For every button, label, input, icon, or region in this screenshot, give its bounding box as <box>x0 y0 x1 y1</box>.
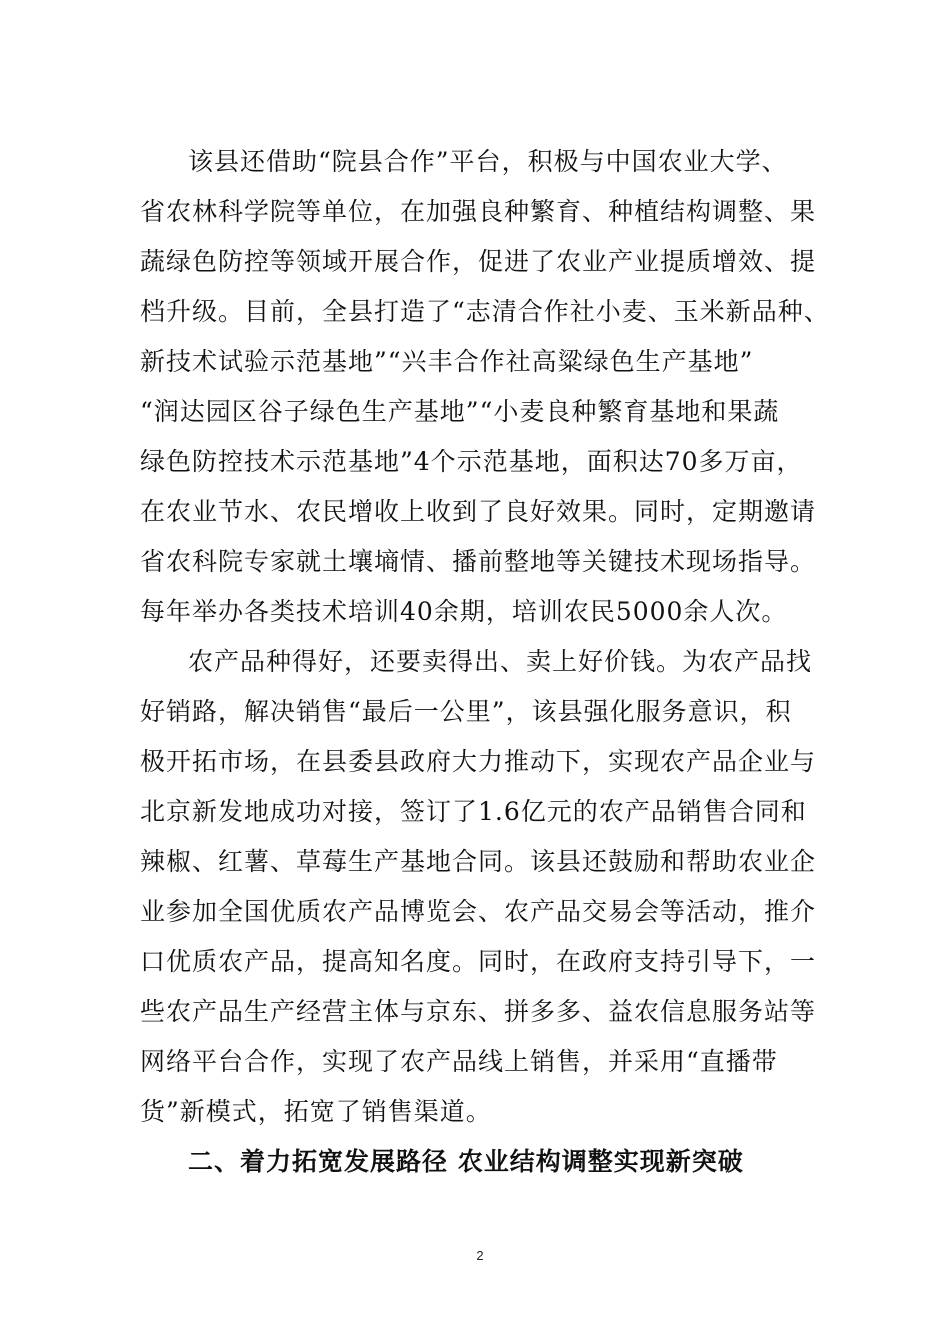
paragraph-2-line-5: 辣椒、红薯、草莓生产基地合同。该县还鼓励和帮助农业企 <box>140 847 817 876</box>
paragraph-1-line-5: 新技术试验示范基地”“兴丰合作社高粱绿色生产基地” <box>140 347 754 376</box>
paragraph-2-line-6: 业参加全国优质农产品博览会、农产品交易会等活动，推介 <box>140 897 817 926</box>
paragraph-1-line-4: 档升级。目前，全县打造了“志清合作社小麦、玉米新品种、 <box>140 297 830 326</box>
paragraph-2-line-4: 北京新发地成功对接，签订了1.6亿元的农产品销售合同和 <box>140 797 807 826</box>
paragraph-2-line-7: 口优质农产品，提高知名度。同时，在政府支持引导下，一 <box>140 947 817 976</box>
paragraph-2-line-10: 货”新模式，拓宽了销售渠道。 <box>140 1097 492 1126</box>
paragraph-1-line-10: 每年举办各类技术培训40余期，培训农民5000余人次。 <box>140 597 788 626</box>
paragraph-1-line-9: 省农科院专家就土壤墒情、播前整地等关键技术现场指导。 <box>140 547 817 576</box>
paragraph-2-line-8: 些农产品生产经营主体与京东、拼多多、益农信息服务站等 <box>140 997 817 1026</box>
paragraph-2-line-2: 好销路，解决销售“最后一公里”，该县强化服务意识，积 <box>140 697 792 726</box>
page-number: 2 <box>476 1248 484 1263</box>
paragraph-1-line-7: 绿色防控技术示范基地”4个示范基地，面积达70多万亩， <box>140 447 803 476</box>
paragraph-1-line-6: “润达园区谷子绿色生产基地”“小麦良种繁育基地和果蔬 <box>140 397 780 426</box>
paragraph-2-line-1: 农产品种得好，还要卖得出、卖上好价钱。为农产品找 <box>188 647 813 676</box>
paragraph-1-line-2: 省农林科学院等单位，在加强良种繁育、种植结构调整、果 <box>140 197 817 226</box>
section-heading: 二、着力拓宽发展路径 农业结构调整实现新突破 <box>188 1147 744 1176</box>
paragraph-2-line-3: 极开拓市场，在县委县政府大力推动下，实现农产品企业与 <box>140 747 817 776</box>
paragraph-2-line-9: 网络平台合作，实现了农产品线上销售，并采用“直播带 <box>140 1047 778 1076</box>
paragraph-1-line-8: 在农业节水、农民增收上收到了良好效果。同时，定期邀请 <box>140 497 817 526</box>
paragraph-1-line-3: 蔬绿色防控等领域开展合作，促进了农业产业提质增效、提 <box>140 247 817 276</box>
paragraph-1-line-1: 该县还借助“院县合作”平台，积极与中国农业大学、 <box>188 147 788 176</box>
